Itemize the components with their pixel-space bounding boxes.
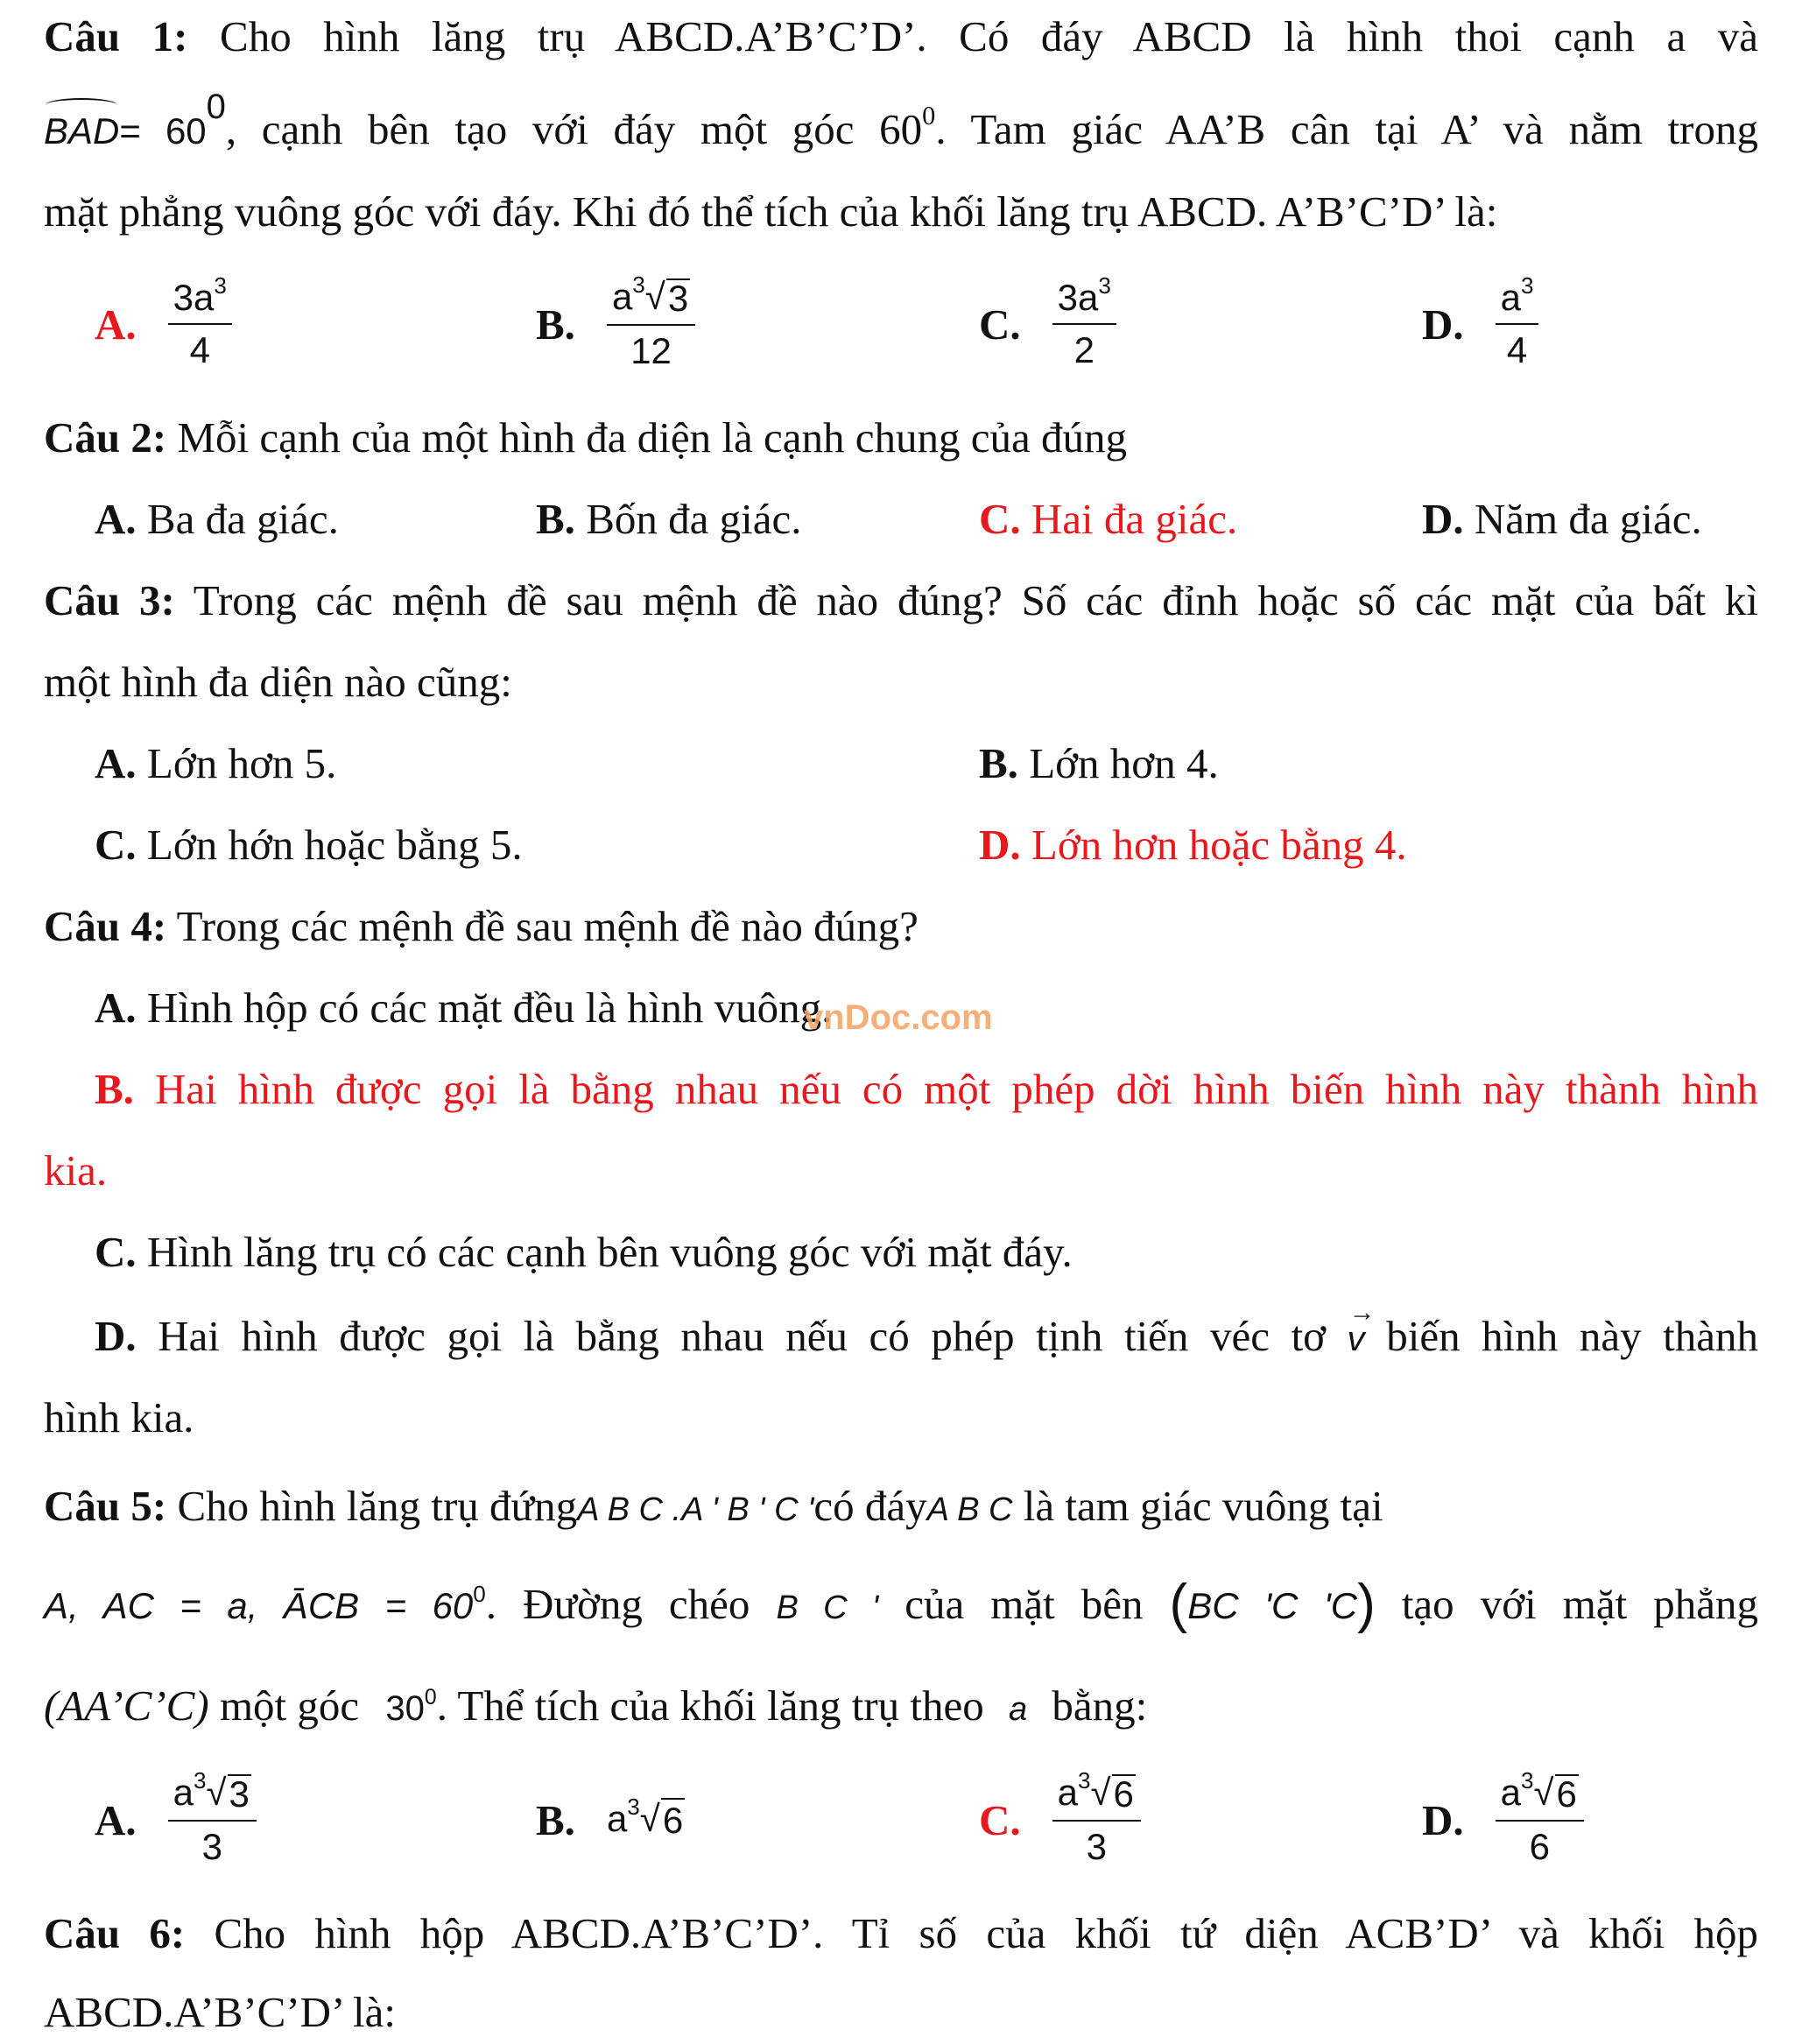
q4-option-d-text-2: biến hình này thành: [1386, 1312, 1759, 1360]
q2-text: Mỗi cạnh của một hình đa diện là cạnh chung của đúng: [177, 413, 1127, 462]
q1-b-root: 3: [667, 278, 689, 319]
q5-line-3: [44, 1680, 1758, 1736]
q5-b-num: a: [606, 1798, 628, 1839]
q6-line-1: [44, 1907, 1758, 1960]
q1-text-1: Cho hình lăng trụ ABCD.A’B’C’D’. Có đáy ABCD là hình thoi cạnh a và: [220, 12, 1758, 60]
q1-label: Câu 1:: [44, 12, 188, 60]
q1-option-c-fraction: [1052, 272, 1116, 370]
q4-text: Trong các mệnh đề sau mệnh đề nào đúng?: [176, 902, 919, 950]
paren-open-icon: (: [1169, 1574, 1188, 1634]
q3-option-b-text: Lớn hơn 4.: [1029, 739, 1219, 787]
q5-option-a-fraction: [168, 1767, 257, 1867]
q4-line-1: [44, 900, 1758, 953]
q1-option-d-letter: D.: [1422, 300, 1464, 349]
q1-option-c-letter: C.: [979, 300, 1021, 349]
q5-label: Câu 5:: [44, 1482, 167, 1530]
q5-c-num-sup: 3: [1078, 1767, 1091, 1794]
q5-math-1-sup: 0: [473, 1581, 486, 1608]
q4-label: Câu 4:: [44, 902, 167, 950]
q1-option-b-letter: B.: [536, 300, 575, 349]
q1-option-a-fraction: [168, 272, 232, 370]
q4-option-c-text: Hình lăng trụ có các cạnh bên vuông góc với mặt đáy.: [146, 1228, 1073, 1276]
q5-math-1-group: [44, 1581, 486, 1626]
q3-option-b[interactable]: [979, 737, 1767, 790]
q3-text-2: một hình đa diện nào cũng:: [44, 658, 512, 706]
q5-prism: A B C .A ' B ' C ': [577, 1491, 814, 1528]
q4-option-d[interactable]: [95, 1310, 1758, 1365]
q1-c-den: 2: [1073, 329, 1095, 370]
watermark-logo: vnDoc.com: [804, 998, 993, 1037]
q1-text-2: , cạnh bên tạo với đáy một góc 60: [225, 105, 923, 153]
q5-plane: (AA’C’C): [44, 1681, 209, 1730]
q5-b-root: 6: [662, 1800, 684, 1841]
q1-text-3: . Tam giác AA’B cân tại A’ và nằm trong: [935, 105, 1759, 153]
q1-a-num: 3a: [172, 277, 215, 318]
q1-angle-expression: [44, 88, 226, 152]
q5-line-1: [44, 1480, 1758, 1536]
q1-d-num-sup: 3: [1521, 272, 1534, 300]
q4-option-b-text-1: Hai hình được gọi là bằng nhau nếu có một phép dời hình biến hình này thành hình: [154, 1065, 1758, 1113]
q5-option-b[interactable]: [536, 1767, 685, 1872]
q1-angle-eq-sup: 0: [206, 88, 226, 126]
q1-b-den: 12: [630, 330, 672, 371]
q4-option-b-cont: [44, 1145, 1758, 1197]
q4-option-b-text-2: kia.: [44, 1146, 108, 1195]
q5-option-c-letter: C.: [979, 1795, 1021, 1844]
q5-math-1: A, AC = a, ĀCB = 60: [44, 1585, 474, 1626]
q4-option-a-text: Hình hộp có các mặt đều là hình vuông.: [146, 983, 833, 1032]
q5-option-a[interactable]: [95, 1767, 257, 1872]
q2-option-d-text: Năm đa giác.: [1474, 495, 1702, 543]
q5-text-9: bằng:: [1052, 1681, 1148, 1730]
vector-v-icon: → v: [1348, 1313, 1365, 1365]
q1-line-1: [44, 11, 1758, 63]
sqrt-icon: √ 6: [639, 1798, 684, 1841]
q2-label: Câu 2:: [44, 413, 167, 462]
q5-a-den: 3: [201, 1826, 222, 1867]
q3-option-a-letter: A.: [95, 739, 137, 787]
q1-a-num-sup: 3: [214, 272, 227, 300]
q2-option-d-letter: D.: [1422, 495, 1464, 543]
q5-line-2: [44, 1574, 1759, 1634]
q3-option-b-letter: B.: [979, 739, 1018, 787]
q5-text-3: là tam giác vuông tại: [1023, 1482, 1383, 1530]
q5-angle: 30: [385, 1689, 425, 1728]
q5-triangle: A B C: [926, 1491, 1013, 1528]
q2-option-d[interactable]: [1422, 493, 1772, 546]
sqrt-icon: √ 3: [644, 276, 689, 319]
q4-option-b-letter: B.: [95, 1065, 134, 1113]
q1-b-num-sup: 3: [632, 271, 645, 299]
q5-text-5: của mặt bên: [905, 1580, 1144, 1628]
sqrt-icon: √ 6: [1533, 1772, 1577, 1815]
q5-option-d[interactable]: [1422, 1767, 1584, 1872]
q5-a-num: a: [172, 1772, 194, 1813]
q4-option-b[interactable]: [95, 1063, 1758, 1116]
q5-d-root: 6: [1556, 1773, 1577, 1815]
q2-option-c-letter: C.: [979, 495, 1021, 543]
q5-b-num-sup: 3: [627, 1794, 640, 1821]
q1-option-a[interactable]: [95, 271, 232, 377]
q1-options: [0, 271, 1802, 377]
sqrt-icon: √ 6: [1090, 1772, 1134, 1815]
q5-diagonal: B C ': [776, 1589, 879, 1626]
q3-label: Câu 3:: [44, 576, 175, 624]
q5-text-8: . Thể tích của khối lăng trụ theo: [436, 1681, 984, 1730]
q5-text-2: có đáy: [813, 1482, 927, 1530]
q1-angle-bad: BAD: [44, 105, 119, 158]
q3-line-1: [44, 574, 1758, 627]
q5-option-b-letter: B.: [536, 1795, 575, 1844]
q3-option-c[interactable]: [95, 819, 883, 871]
q1-angle-eq: = 60: [119, 110, 207, 152]
q5-face: BC 'C 'C: [1187, 1585, 1358, 1626]
q5-d-num-sup: 3: [1521, 1767, 1534, 1794]
q1-option-b[interactable]: [536, 271, 695, 377]
q5-option-d-letter: D.: [1422, 1795, 1464, 1844]
q4-option-d-letter: D.: [95, 1312, 137, 1360]
q5-option-c[interactable]: [979, 1767, 1141, 1872]
q3-option-a[interactable]: [95, 737, 883, 790]
q1-line-3: [44, 186, 1758, 238]
q2-line-1: [44, 412, 1758, 464]
q1-option-d[interactable]: [1422, 271, 1538, 377]
q1-a-den: 4: [189, 329, 210, 370]
q6-text-2: ABCD.A’B’C’D’ là:: [44, 1988, 396, 2036]
q3-option-d-letter: D.: [979, 821, 1021, 869]
q3-option-c-text: Lớn hớn hoặc bằng 5.: [146, 821, 523, 869]
q3-text-1: Trong các mệnh đề sau mệnh đề nào đúng? Số các đỉnh hoặc số các mặt của bất kì: [193, 576, 1758, 624]
q5-d-den: 6: [1529, 1826, 1550, 1867]
q5-angle-group: [385, 1685, 437, 1728]
q5-face-group: [1169, 1574, 1376, 1634]
q3-option-d-text: Lớn hơn hoặc bằng 4.: [1031, 821, 1407, 869]
q5-options: [0, 1767, 1802, 1872]
q1-text-2-sup: 0: [922, 101, 936, 131]
q3-option-c-letter: C.: [95, 821, 137, 869]
q1-option-d-fraction: [1496, 272, 1539, 370]
q2-option-b-letter: B.: [536, 495, 575, 543]
q3-option-d[interactable]: [979, 819, 1767, 871]
q5-c-root: 6: [1113, 1773, 1134, 1815]
q6-line-2: [44, 1986, 1758, 2039]
q1-option-b-fraction: [607, 271, 695, 371]
q4-option-c[interactable]: [95, 1226, 1758, 1279]
q5-a-num-sup: 3: [194, 1767, 207, 1794]
q1-line-2: [44, 88, 1759, 158]
q5-c-den: 3: [1086, 1826, 1107, 1867]
q5-option-c-fraction: [1052, 1767, 1141, 1867]
q1-b-num: a: [611, 276, 633, 317]
q5-angle-sup: 0: [424, 1685, 437, 1709]
q4-option-a-letter: A.: [95, 983, 137, 1032]
q5-d-num: a: [1500, 1772, 1521, 1813]
q4-option-d-text-1: Hai hình được gọi là bằng nhau nếu có phép tịnh tiến véc tơ: [158, 1312, 1327, 1360]
q5-var-a: a: [1009, 1691, 1028, 1728]
q2-option-b-text: Bốn đa giác.: [586, 495, 802, 543]
q1-d-den: 4: [1506, 329, 1528, 370]
q4-option-d-cont: [44, 1392, 1758, 1444]
sqrt-icon: √ 3: [206, 1772, 250, 1815]
q1-option-c[interactable]: [979, 271, 1116, 377]
q3-option-a-text: Lớn hơn 5.: [146, 739, 337, 787]
q4-option-c-letter: C.: [95, 1228, 137, 1276]
q1-c-num-sup: 3: [1098, 272, 1111, 300]
q1-text-4: mặt phẳng vuông góc với đáy. Khi đó thể tích của khối lăng trụ ABCD. A’B’C’D’ là:: [44, 187, 1498, 236]
q6-label: Câu 6:: [44, 1909, 186, 1957]
q5-text-6: tạo với mặt phẳng: [1401, 1580, 1759, 1628]
q3-line-2: [44, 656, 1758, 708]
paren-close-icon: ): [1357, 1574, 1376, 1634]
q1-d-num: a: [1500, 277, 1521, 318]
q5-c-num: a: [1057, 1772, 1078, 1813]
q2-option-c-text: Hai đa giác.: [1031, 495, 1238, 543]
q5-option-a-letter: A.: [95, 1795, 137, 1844]
q5-a-root: 3: [229, 1773, 250, 1815]
q2-option-c[interactable]: [979, 493, 1399, 546]
q1-option-a-letter: A.: [95, 300, 137, 349]
q5-text-4: . Đường chéo: [485, 1580, 750, 1628]
q6-text-1: Cho hình hộp ABCD.A’B’C’D’. Tỉ số của khối tứ diện ACB’D’ và khối hộp: [214, 1909, 1758, 1957]
q5-text-1: Cho hình lăng trụ đứng: [177, 1482, 578, 1530]
q5-option-d-fraction: [1496, 1767, 1584, 1867]
q2-option-a-letter: A.: [95, 495, 137, 543]
q5-option-b-expression: [606, 1794, 685, 1842]
q2-option-b[interactable]: [536, 493, 956, 546]
q4-option-d-text-3: hình kia.: [44, 1393, 194, 1441]
q5-text-7: một góc: [219, 1681, 360, 1730]
q1-c-num: 3a: [1057, 277, 1099, 318]
q2-option-a-text: Ba đa giác.: [146, 495, 339, 543]
